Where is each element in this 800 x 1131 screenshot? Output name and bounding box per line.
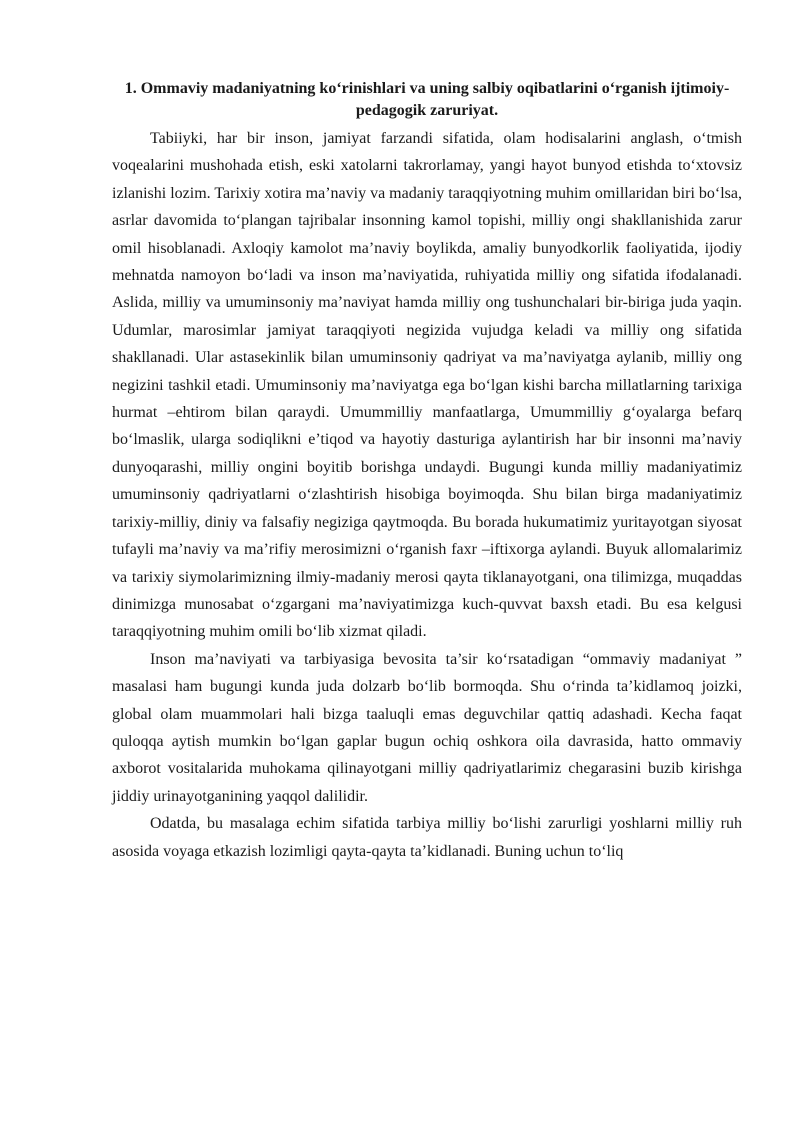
paragraph-2: Inson ma’naviyati va tarbiyasiga bevosita ta’sir ko‘rsatadigan “ommaviy madaniyat ” masalasi ham bugungi kunda juda dolzarb bo‘lib bormoqda. Shu o‘rinda ta’kidlamoq joizki, global olam muammolari hali bizga taaluqli emas deguvchilar qattiq adashadi. Kecha faqat quloqqa aytish mumkin bo‘lgan gaplar bugun ochiq oshkora oila davrasida, hatto ommaviy axborot vositalarida muhokama qilinayotgani milliy qadriyatlarimiz chegarasini buzib kirishga jiddiy urinayotganining yaqqol dalilidir. [112,650,742,805]
paragraph-1: Tabiiyki, har bir inson, jamiyat farzandi sifatida, olam hodisalarini anglash, o‘tmish voqealarini mushohada etish, eski xatolarni takrorlamay, yangi hayot bunyod etishda to‘xtovsiz izlanishi lozim. Tarixiy xotira ma’naviy va madaniy taraqqiyotning muhim omillaridan biri bo‘lsa, asrlar davomida to‘plangan tajribalar insonning kamol topishi, milliy ongi shakllanishida zarur omil hisoblanadi. Axloqiy kamolot ma’naviy boylikda, amaliy bunyodkorlik faoliyatida, ijodiy mehnatda namoyon bo‘ladi va inson ma’naviyatida, ruhiyatida milliy ong sifatida ifodalanadi. Aslida, milliy va umuminsoniy ma’naviyat hamda milliy ong tushunchalari bir-biriga juda yaqin. Udumlar, marosimlar jamiyat taraqqiyoti negizida vujudga keladi va milliy ong sifatida shakllanadi. Ular astasekinlik bilan umuminsoniy qadriyat va ma’naviyatga aylanib, milliy ong negizini tashkil etadi. Umuminsoniy ma’naviyatga ega bo‘lgan kishi barcha millatlarning tarixiga hurmat –ehtirom bilan qaraydi. Umummilliy manfaatlarga, Umummilliy g‘oyalarga befarq bo‘lmaslik, ularga sodiqlikni e’tiqod va hayotiy dasturiga aylantirish har bir insonni ma’naviy dunyoqarashi, milliy ongini boyitib borishga undaydi. Bugungi kunda milliy madaniyatimiz umuminsoniy qadriyatlarni o‘zlashtirish hisobiga boyimoqda. Shu bilan birga madaniyatimiz tarixiy-milliy, diniy va falsafiy negiziga qaytmoqda. Bu borada hukumatimiz yuritayotgan siyosat tufayli ma’naviy va ma’rifiy merosimizni o‘rganish faxr –iftixorga aylandi. Buyuk allomalarimiz va tarixiy siymolarimizning ilmiy-madaniy merosi qayta tiklanayotgani, ona tilimizga, muqaddas dinimizga munosabat o‘zgargani ma’naviyatimizga kuch-quvvat baxsh etadi. Bu esa kelgusi taraqqiyotning muhim omili bo‘lib xizmat qiladi. [112,130,742,641]
section-title: 1. Ommaviy madaniyatning ko‘rinishlari va uning salbiy oqibatlarini o‘rganish ijtimoiy-pedagogik zaruriyat. [124,80,730,119]
document-page [112,78,742,865]
paragraph-3: Odatda, bu masalaga echim sifatida tarbiya milliy bo‘lishi zarurligi yoshlarni milliy ruh asosida voyaga etkazish lozimligi qayta-qayta ta’kidlanadi. Buning uchun to‘liq [112,815,742,860]
